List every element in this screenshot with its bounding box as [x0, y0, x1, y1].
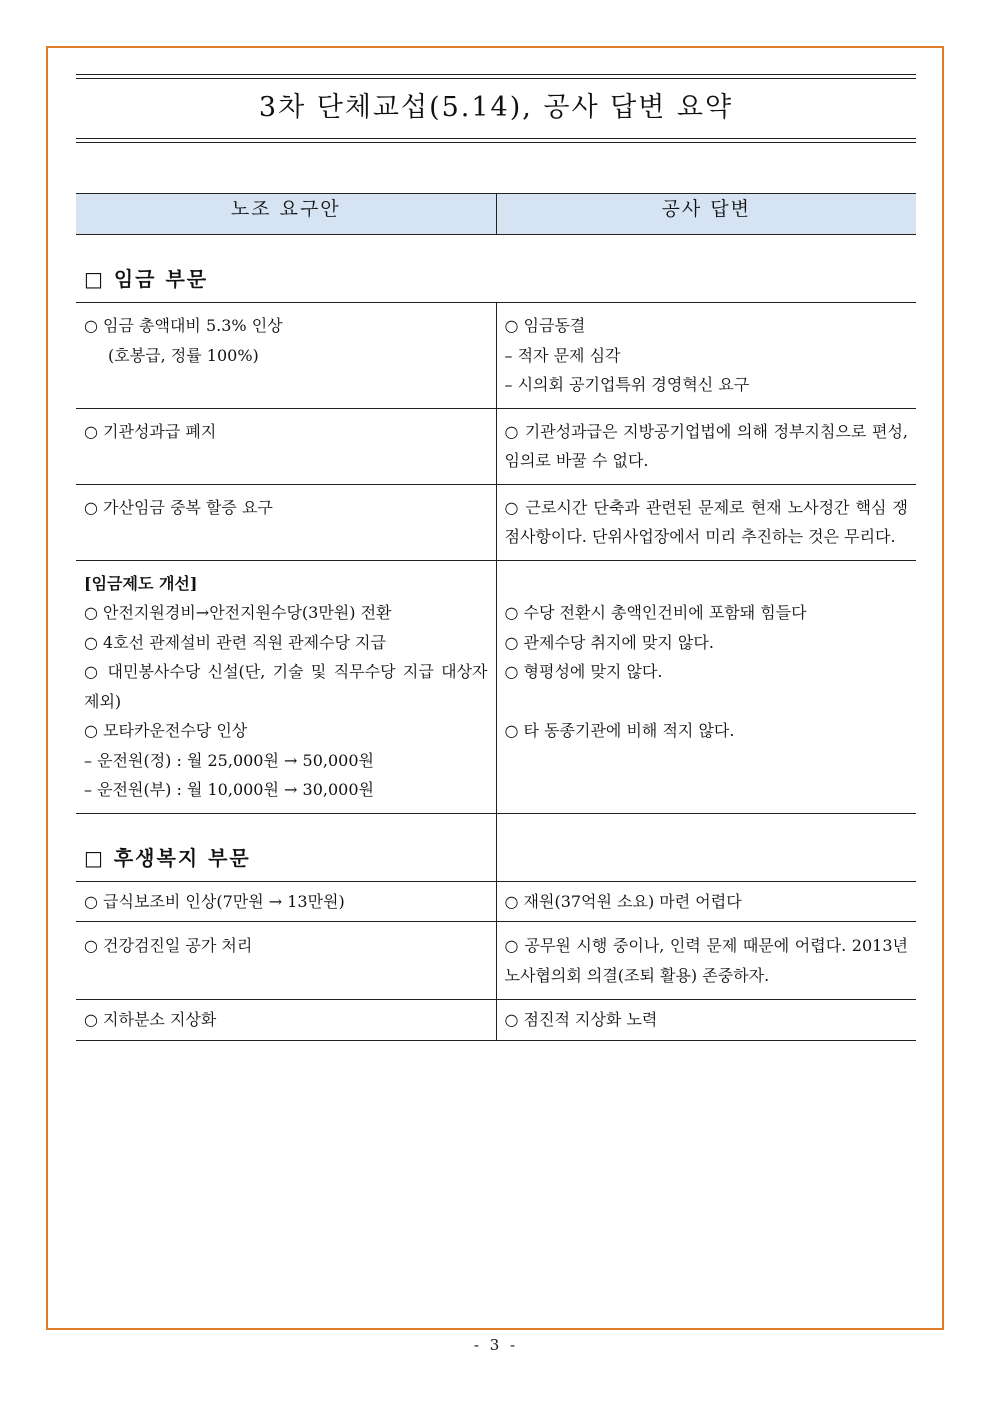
demand-cell: ○ 가산임금 중복 할증 요구 — [76, 484, 496, 560]
table-row — [76, 408, 916, 484]
answer-cell: ○ 공무원 시행 중이나, 인력 문제 때문에 어렵다. 2013년 노사협의회 의결(조퇴 활용) 존중하자. — [496, 922, 916, 1000]
table-row — [76, 560, 916, 813]
title-rule-top-2 — [76, 78, 916, 79]
title-rule-top-1 — [76, 74, 916, 75]
header-company-answer: 공사 답변 — [496, 194, 916, 235]
answer-cell: ○ 재원(37억원 소요) 마련 어렵다 — [496, 881, 916, 922]
negotiation-table — [76, 193, 916, 1041]
subheading: [임금제도 개선] — [84, 573, 198, 593]
section-wage: □ 임금 부문 — [76, 235, 916, 303]
table-row — [76, 881, 916, 922]
answer-cell: ○ 근로시간 단축과 관련된 문제로 현재 노사정간 핵심 쟁점사항이다. 단위사업장에서 미리 추진하는 것은 무리다. — [496, 484, 916, 560]
table-row — [76, 1000, 916, 1041]
title-rule-bottom-2 — [76, 142, 916, 143]
header-union-demand: 노조 요구안 — [76, 194, 496, 235]
table-row — [76, 303, 916, 409]
demand-cell: [임금제도 개선] ○ 안전지원경비→안전지원수당(3만원) 전환 ○ 4호선 관제설비 관련 직원 관제수당 지급 ○ 대민봉사수당 신설(단, 기술 및 직무수당 지급 대상자 제외) ○ 모타카운전수당 인상 – 운전원(정) : 월 25,000원 → 50,000원 – 운전원(부) : 월 10,000원 → 30,000원 — [76, 560, 496, 813]
answer-cell: ○ 수당 전환시 총액인건비에 포함돼 힘들다 ○ 관제수당 취지에 맞지 않다. ○ 형평성에 맞지 않다. ○ 타 동종기관에 비해 적지 않다. — [496, 560, 916, 813]
table-row — [76, 922, 916, 1000]
demand-cell: ○ 급식보조비 인상(7만원 → 13만원) — [76, 881, 496, 922]
demand-cell: ○ 기관성과급 폐지 — [76, 408, 496, 484]
answer-cell: ○ 기관성과급은 지방공기업법에 의해 정부지침으로 편성, 임의로 바꿀 수 없다. — [496, 408, 916, 484]
answer-cell: ○ 점진적 지상화 노력 — [496, 1000, 916, 1041]
table-row — [76, 484, 916, 560]
title-rule-bottom-1 — [76, 138, 916, 139]
page-title: 3차 단체교섭(5.14), 공사 답변 요약 — [258, 92, 734, 123]
demand-cell: ○ 임금 총액대비 5.3% 인상 (호봉급, 정률 100%) — [76, 303, 496, 409]
answer-cell: ○ 임금동결 – 적자 문제 심각 – 시의회 공기업특위 경영혁신 요구 — [496, 303, 916, 409]
demand-cell: ○ 건강검진일 공가 처리 — [76, 922, 496, 1000]
section-welfare: □ 후생복지 부문 — [76, 813, 496, 881]
demand-cell: ○ 지하분소 지상화 — [76, 1000, 496, 1041]
page-number: - 3 - — [473, 1336, 519, 1354]
